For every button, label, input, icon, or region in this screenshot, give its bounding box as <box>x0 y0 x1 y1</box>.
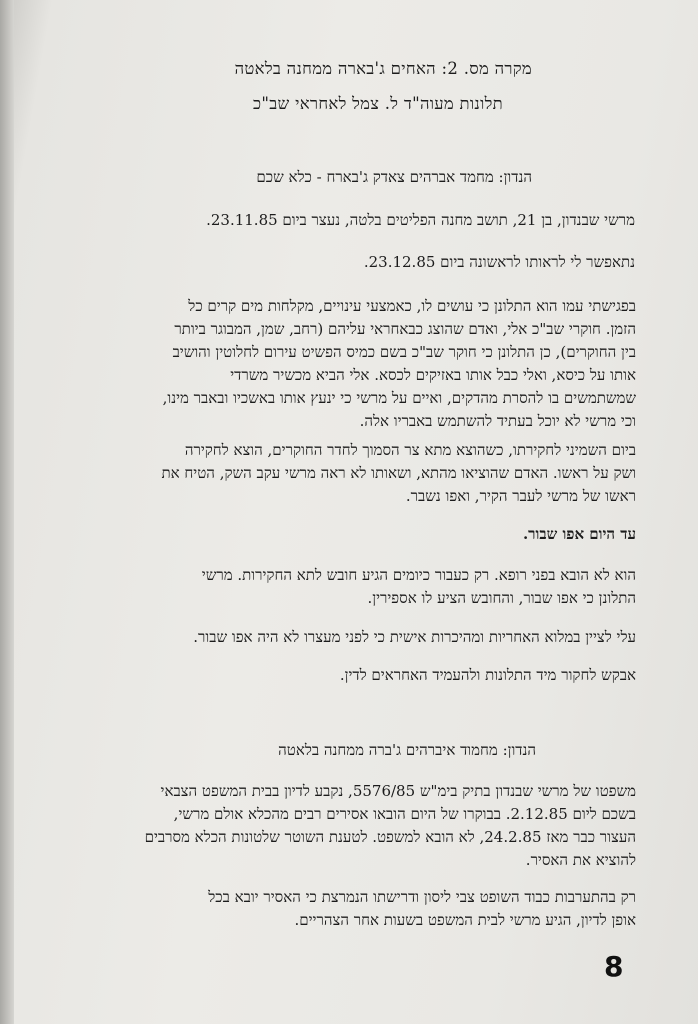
case1-paragraph-1: מרשי שבנדון, בן 21, תושב מחנה הפליטים בלטה, נעצר ביום 23.11.85. <box>206 211 635 229</box>
case2-paragraph-1-line-2: בשכם ליום 2.12.85. בבוקרו של היום הובאו אסירים רבים מהכלא אולם מרשי, <box>173 805 636 823</box>
case-title: מקרה מס. 2: האחים ג'בארה ממחנה בלאטה <box>234 59 532 78</box>
page-edge-shadow <box>0 0 14 1024</box>
case1-paragraph-6-line-2: התלונן כי אפו שבור, והחובש הציע לו אספירין. <box>367 589 636 607</box>
case1-paragraph-4-line-2: ושק על ראשו. האדם שהוציאו מהתא, ושאותו לא ראה מרשי עקב השק, הטיח את <box>161 464 636 482</box>
case1-paragraph-4-line-1: ביום השמיני לחקירתו, כשהוצא מתא צר הסמוך לחדר החוקרים, הוצא לחקירה <box>184 441 636 459</box>
page-number: 8 <box>604 950 624 983</box>
case1-paragraph-6-line-1: הוא לא הובא בפני רופא. רק כעבור כיומים הגיע חובש לתא החקירות. מרשי <box>201 566 636 584</box>
case1-paragraph-3-line-4: אותו על כיסא, ואלי כבל אותו באזיקים לכסא. אלי הביא מכשיר משרדי <box>230 366 636 384</box>
case1-paragraph-3-line-3: בין החוקרים), כן התלונן כי חוקר שב"כ בשם כמיס הפשיט עירום לחלוטין והושיב <box>172 343 636 361</box>
case2-paragraph-1-line-1: משפטו של מרשי שבנדון בתיק בימ"ש 5576/85, נקבע לדיון בבית המשפט הצבאי <box>160 782 636 800</box>
case-subtitle: תלונות מעוה"ד ל. צמל לאחראי שב"כ <box>253 94 503 113</box>
case2-subject: הנדון: מחמוד איברהים ג'ברה ממחנה בלאטה <box>278 741 536 759</box>
case1-paragraph-3-line-2: הזמן. חוקרי שב"כ אלי, ואדם שהוצג כבאחראי עליהם (רחב, שמן, המבוגר ביותר <box>174 320 636 338</box>
case1-paragraph-7-line-1: עלי לציין במלוא האחריות ומהיכרות אישית כי לפני מעצרו לא היה אפו שבור. <box>193 628 636 646</box>
case1-paragraph-3-line-5: שמשתמשים בו להסרת מהדקים, ואיים על מרשי כי ינעץ אותו באשכיו ובאבר מינו, <box>162 389 636 407</box>
case2-paragraph-2-line-1: רק בהתערבות כבוד השופט צבי ליסון ודרישתו הנמרצת כי האסיר יובא בכל <box>208 888 636 906</box>
case1-paragraph-7-line-2: אבקש לחקור מיד התלונות ולהעמיד האחראים לדין. <box>339 666 636 684</box>
case1-paragraph-2: נתאפשר לי לראותו לראשונה ביום 23.12.85. <box>363 253 635 271</box>
case1-paragraph-4-line-3: ראשו של מרשי לעבר הקיר, ואפו נשבר. <box>405 487 636 505</box>
case1-paragraph-5-bold: עד היום אפו שבור. <box>522 525 636 543</box>
case2-paragraph-1-line-3: העצור כבר מאז 24.2.85, לא הובא למשפט. לטענת השוטר שלטונות הכלא מסרבים <box>144 828 636 846</box>
case2-paragraph-2-line-2: אופן לדיון, הגיע מרשי לבית המשפט בשעות אחר הצהריים. <box>294 911 636 929</box>
case1-paragraph-3-line-1: בפגישתי עמו הוא התלונן כי עושים לו, כאמצעי עינויים, מקלחות מים קרים כל <box>188 297 636 315</box>
case1-paragraph-3-line-6: וכי מרשי לא יוכל בעתיד להשתמש באבריו אלה. <box>359 412 636 430</box>
case1-subject: הנדון: מחמד אברהים צאדק ג'בארח - כלא שכם <box>256 168 532 186</box>
case2-paragraph-1-line-4: להוציא את האסיר. <box>525 851 636 869</box>
